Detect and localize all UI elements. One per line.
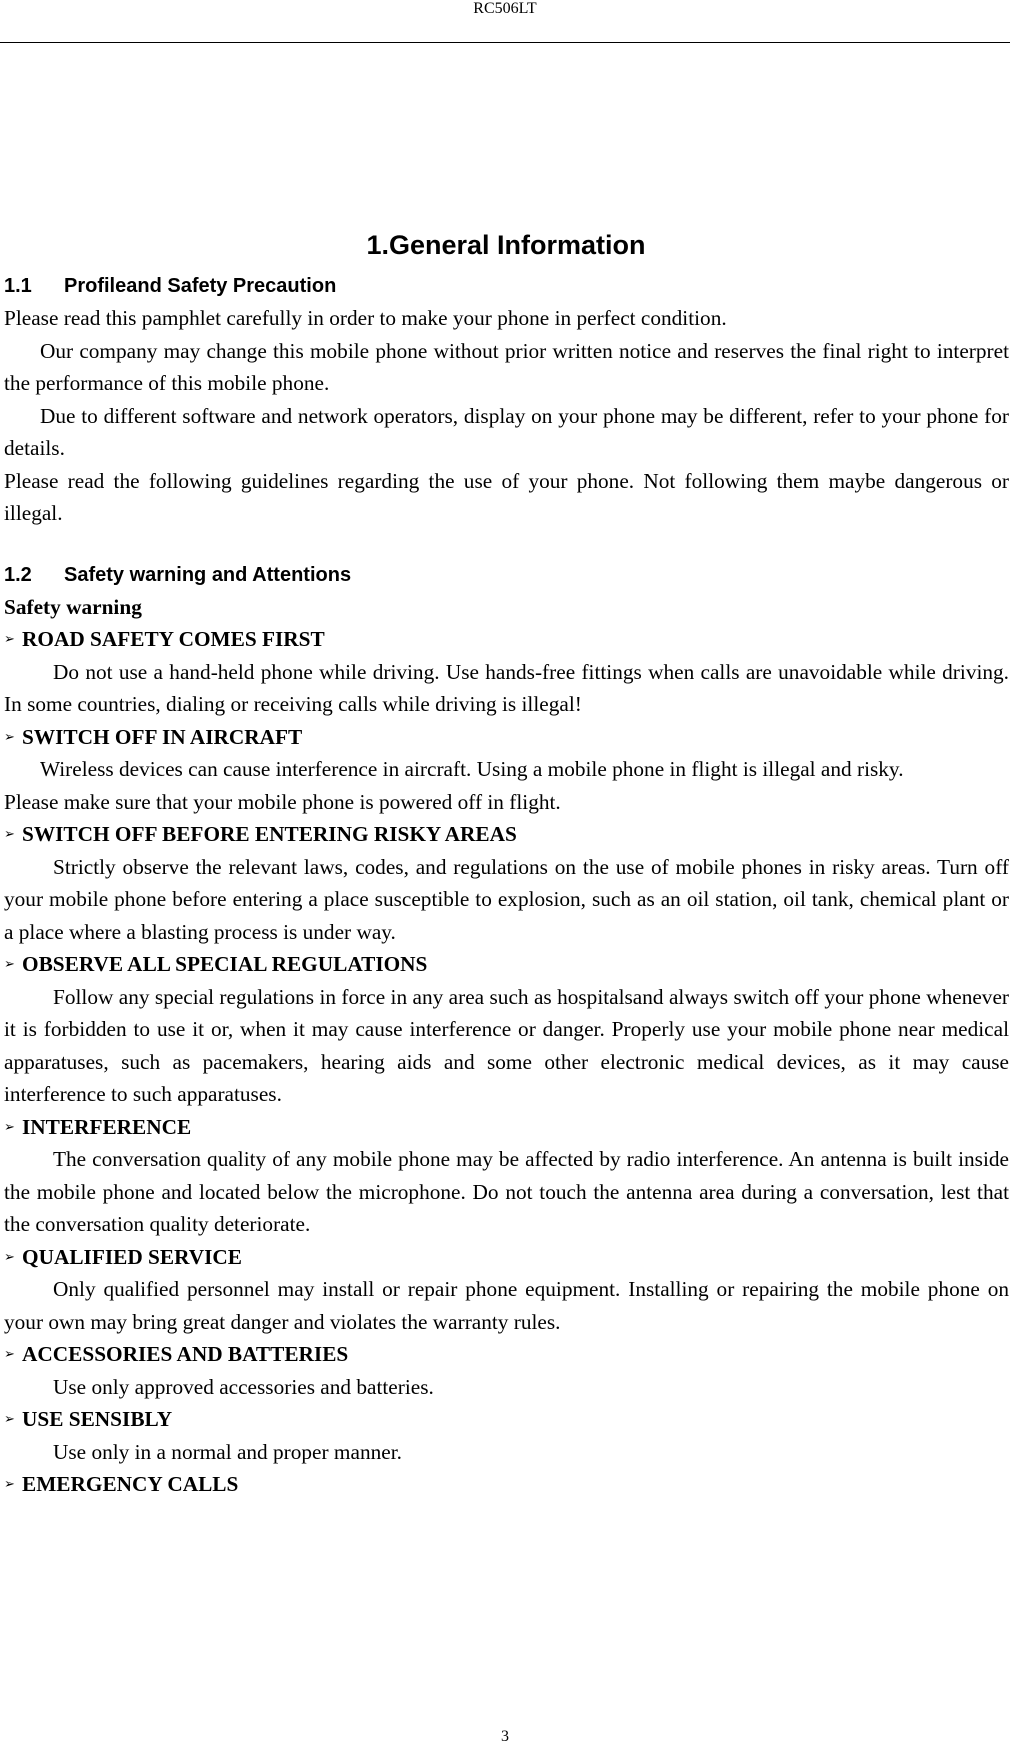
bullet-arrow-icon: ➢: [4, 1346, 15, 1361]
chapter-title: 1.General Information: [366, 230, 646, 260]
bullet-heading: [4, 948, 1009, 981]
bullet-heading-text: SWITCH OFF IN AIRCRAFT: [22, 724, 303, 749]
bullet-arrow-icon: ➢: [4, 1411, 15, 1426]
bullet-body: Only qualified personnel may install or repair phone equipment. Installing or repairing the mobile phone on your own may bring great danger and violates the warranty rules.: [4, 1277, 1009, 1334]
paragraph: Please read this pamphlet carefully in order to make your phone in perfect condition.: [4, 306, 727, 330]
bullet-arrow-icon: ➢: [4, 1476, 15, 1491]
bullet-heading: [4, 1111, 1009, 1144]
section-title: Profileand Safety Precaution: [64, 275, 337, 297]
page-body: [4, 225, 1009, 1501]
bullet-heading: [4, 1468, 1009, 1501]
bullet-arrow-icon: ➢: [4, 1118, 15, 1134]
section-number: 1.2: [4, 563, 32, 586]
section-heading-1-1: [4, 270, 1009, 302]
bullet-body: Use only approved accessories and batteries.: [53, 1374, 434, 1399]
bullet-arrow-icon: ➢: [4, 728, 15, 744]
paragraph: Please read the following guidelines regarding the use of your phone. Not following them maybe dangerous or illegal.: [4, 468, 1009, 525]
section-number: 1.1: [4, 275, 32, 297]
bullet-heading: [4, 721, 1009, 754]
bullet-body: The conversation quality of any mobile phone may be affected by radio interference. An antenna is built inside the mobile phone and located below the microphone. Do not touch the antenna area during a conversation, lest that the conversation quality deteriorate.: [4, 1147, 1009, 1236]
running-header: RC506LT: [473, 0, 537, 17]
bullet-body: Strictly observe the relevant laws, codes, and regulations on the use of mobile phones in risky areas. Turn off your mobile phone before entering a place susceptible to explosion, such as an oil station, oil tank, chemical plant or a place where a blasting process is under way.: [4, 854, 1009, 944]
bullet-body-extra: Please make sure that your mobile phone is powered off in flight.: [4, 789, 561, 814]
bullet-heading-text: OBSERVE ALL SPECIAL REGULATIONS: [22, 952, 428, 976]
bullet-heading: [4, 1338, 1009, 1371]
subheading-safety-warning: Safety warning: [4, 594, 142, 619]
section-heading-1-2: [4, 559, 1009, 591]
bullet-heading-text: QUALIFIED SERVICE: [22, 1244, 242, 1269]
bullet-arrow-icon: ➢: [4, 826, 15, 841]
bullet-heading-text: USE SENSIBLY: [22, 1407, 173, 1431]
bullet-body: Wireless devices can cause interference in aircraft. Using a mobile phone in flight is illegal and risky.: [40, 757, 904, 781]
paragraph: Our company may change this mobile phone without prior written notice and reserves the final right to interpret the performance of this mobile phone.: [4, 338, 1009, 395]
bullet-arrow-icon: ➢: [4, 631, 15, 646]
bullet-body: Use only in a normal and proper manner.: [53, 1439, 402, 1464]
bullet-body: Follow any special regulations in force in any area such as hospitalsand always switch off your phone whenever it is forbidden to use it or, when it may cause interference or danger. Properly use your mobile phone near medical apparatuses, such as pacemakers, hearing aids and some other electronic medical devices, as it may cause interference to such apparatuses.: [4, 984, 1009, 1106]
header-rule: [0, 42, 1010, 43]
section-title: Safety warning and Attentions: [64, 563, 352, 586]
bullet-heading-text: SWITCH OFF BEFORE ENTERING RISKY AREAS: [22, 822, 517, 846]
bullet-heading: [4, 1241, 1009, 1274]
bullet-heading-text: ACCESSORIES AND BATTERIES: [22, 1342, 349, 1366]
bullet-heading: [4, 623, 1009, 656]
bullet-heading-text: INTERFERENCE: [22, 1114, 192, 1139]
paragraph: Due to different software and network operators, display on your phone may be different, refer to your phone for details.: [4, 403, 1009, 460]
bullet-body: Do not use a hand-held phone while driving. Use hands-free fittings when calls are unavoidable while driving. In some countries, dialing or receiving calls while driving is illegal!: [4, 659, 1009, 716]
bullet-arrow-icon: ➢: [4, 956, 15, 971]
bullet-heading-text: ROAD SAFETY COMES FIRST: [22, 627, 325, 651]
bullet-arrow-icon: ➢: [4, 1248, 15, 1264]
bullet-heading: [4, 818, 1009, 851]
bullet-heading-text: EMERGENCY CALLS: [22, 1472, 239, 1496]
page-number: 3: [501, 1728, 509, 1745]
bullet-heading: [4, 1403, 1009, 1436]
